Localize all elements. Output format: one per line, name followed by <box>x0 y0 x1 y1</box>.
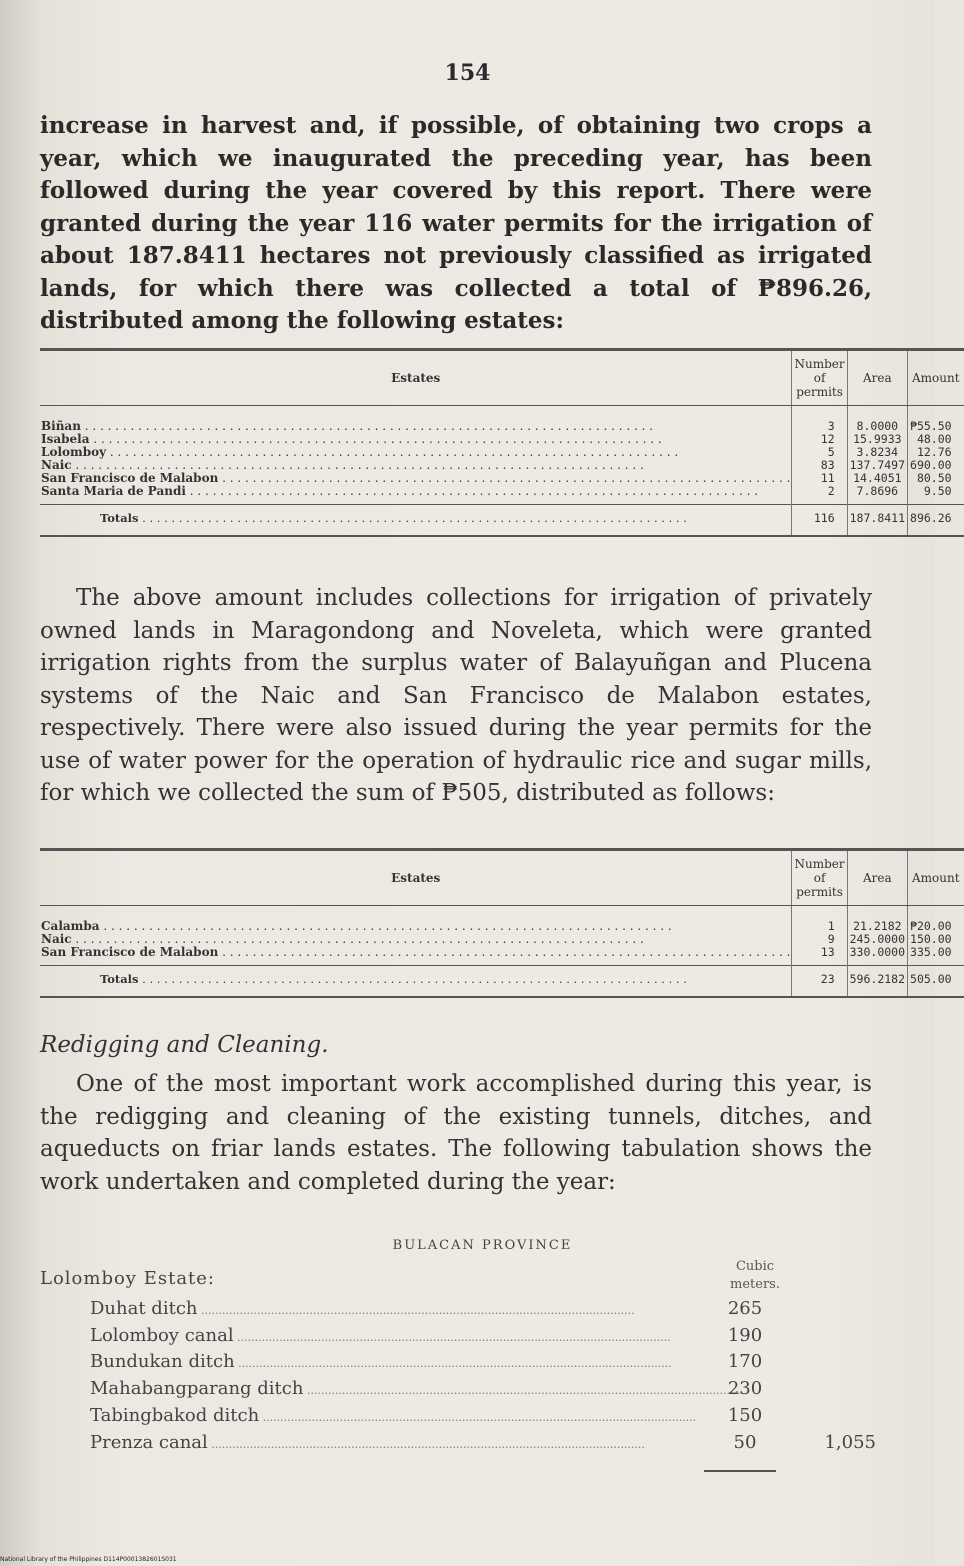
permits-cell: 9 <box>827 932 835 946</box>
ditch-value: 170 <box>727 1351 763 1372</box>
ditch-total: 1,055 <box>824 1432 876 1453</box>
amount-cell: 80.50 <box>916 471 952 485</box>
ditch-value: 265 <box>727 1298 763 1319</box>
table-row: Biñan . . . <box>41 420 790 433</box>
totals-area: 596.2182 <box>847 966 907 998</box>
permits-cell: 3 <box>827 419 835 433</box>
permits-cell: 2 <box>827 484 835 498</box>
list-item <box>90 1378 780 1404</box>
area-cell: 21.2182 <box>853 919 902 933</box>
estate-names-column <box>40 406 792 505</box>
totals-amount: 505.00 <box>908 966 964 998</box>
col-header-area: Area <box>847 350 907 406</box>
permits-column <box>792 406 847 505</box>
ditch-value: 150 <box>727 1405 763 1426</box>
water-power-permits-table <box>40 848 964 998</box>
permits-cell: 13 <box>820 945 835 959</box>
permits-column <box>792 906 847 966</box>
amount-cell: 150.00 <box>910 932 952 946</box>
page-number: 154 <box>444 60 491 86</box>
table-row: Isabela . . . <box>41 433 790 446</box>
ditch-total-row <box>0 1432 935 1458</box>
permits-cell: 83 <box>820 458 835 472</box>
ditch-name: Lolomboy canal ..... <box>90 1325 700 1346</box>
table-row: Calamba . . . <box>41 920 790 933</box>
amount-cell: 12.76 <box>916 445 952 459</box>
ditch-name: Prenza canal ..... <box>90 1432 700 1453</box>
area-cell: 137.7497 <box>849 458 906 472</box>
amount-column <box>908 906 964 966</box>
area-cell: 245.0000 <box>849 932 906 946</box>
area-cell: 330.0000 <box>849 945 906 959</box>
area-cell: 15.9933 <box>853 432 902 446</box>
table-row: Naic . . . <box>41 933 790 946</box>
amount-cell: 48.00 <box>916 432 952 446</box>
area-cell: 3.8234 <box>856 445 899 459</box>
ditch-value: 190 <box>727 1325 763 1346</box>
cubic-meters-header: Cubic meters. <box>730 1259 780 1292</box>
list-item <box>90 1351 780 1377</box>
table-row: Santa Maria de Pandi . . . <box>41 485 790 498</box>
totals-label: Totals . . . <box>40 505 792 537</box>
ditch-name: Duhat ditch ..... <box>90 1298 700 1319</box>
table-row: Naic . . . <box>41 459 790 472</box>
totals-permits: 23 <box>792 966 847 998</box>
amount-cell: ₱55.50 <box>910 419 952 433</box>
table-row: San Francisco de Malabon . . . <box>41 946 790 959</box>
totals-label: Totals . . . <box>40 966 792 998</box>
col-header-permits: Number of permits <box>792 350 847 406</box>
permits-cell: 12 <box>820 432 835 446</box>
province-heading: BULACAN PROVINCE <box>392 1238 573 1253</box>
list-item <box>90 1405 780 1431</box>
permits-cell: 1 <box>827 919 835 933</box>
col-header-permits: Number of permits <box>792 850 847 906</box>
col-header-area: Area <box>847 850 907 906</box>
paragraph-intro: increase in harvest and, if possible, of obtaining two crops a year, which we inaugurated the preceding year, has been followed during the year covered by this report. There were granted during the year 116 water permits for the irrigation of about 187.8411 hectares not previously classified as irrigated lands, for which there was collected a total of ₱896.26, distributed among the following estates: <box>40 112 872 334</box>
col-header-estates: Estates <box>40 850 792 906</box>
totals-amount: 896.26 <box>908 505 964 537</box>
list-item <box>90 1325 780 1351</box>
footer-scan-credit: National Library of the Philippines D114P0001382601S031 <box>0 1556 177 1563</box>
estate-names-column <box>40 906 792 966</box>
totals-permits: 116 <box>792 505 847 537</box>
section-heading: Redigging and Cleaning. <box>40 1032 329 1058</box>
area-cell: 14.4051 <box>853 471 902 485</box>
amount-cell: 335.00 <box>910 945 952 959</box>
col-header-estates: Estates <box>40 350 792 406</box>
totals-area: 187.8411 <box>847 505 907 537</box>
table-row: San Francisco de Malabon . . . <box>41 472 790 485</box>
area-cell: 7.8696 <box>856 484 899 498</box>
area-column <box>847 906 907 966</box>
amount-cell: 9.50 <box>923 484 952 498</box>
ditch-value: 230 <box>727 1378 763 1399</box>
estate-label: Lolomboy Estate: <box>40 1268 215 1289</box>
paragraph-water-power: The above amount includes collections for irrigation of privately owned lands in Maragondong and Noveleta, which were granted irrigation rights from the surplus water of Balayuñgan and Plucena systems of the Naic and San Francisco de Malabon estates, respectively. There were also issued during the year permits for the use of water power for the operation of hydraulic rice and sugar mills, for which we collected the sum of ₱505, distributed as follows: <box>40 585 872 806</box>
list-item <box>90 1298 780 1324</box>
amount-column <box>908 406 964 505</box>
permits-cell: 11 <box>820 471 835 485</box>
amount-cell: 690.00 <box>910 458 952 472</box>
col-header-amount: Amount <box>908 350 964 406</box>
paragraph-redigging: One of the most important work accomplished during this year, is the redigging and cleaning of the existing tunnels, ditches, and aqueducts on friar lands estates. The following tabulation shows the work undertaken and completed during the year: <box>40 1071 872 1195</box>
ditch-value: 50 <box>733 1432 757 1453</box>
irrigation-permits-table <box>40 348 964 537</box>
table-row: Lolomboy . . . <box>41 446 790 459</box>
permits-cell: 5 <box>827 445 835 459</box>
ditch-name: Bundukan ditch ..... <box>90 1351 700 1372</box>
area-column <box>847 406 907 505</box>
area-cell: 8.0000 <box>856 419 899 433</box>
ditch-name: Mahabangparang ditch ..... <box>90 1378 700 1399</box>
col-header-amount: Amount <box>908 850 964 906</box>
amount-cell: ₱20.00 <box>910 919 952 933</box>
sum-rule <box>704 1470 776 1472</box>
ditch-name: Tabingbakod ditch ..... <box>90 1405 700 1426</box>
